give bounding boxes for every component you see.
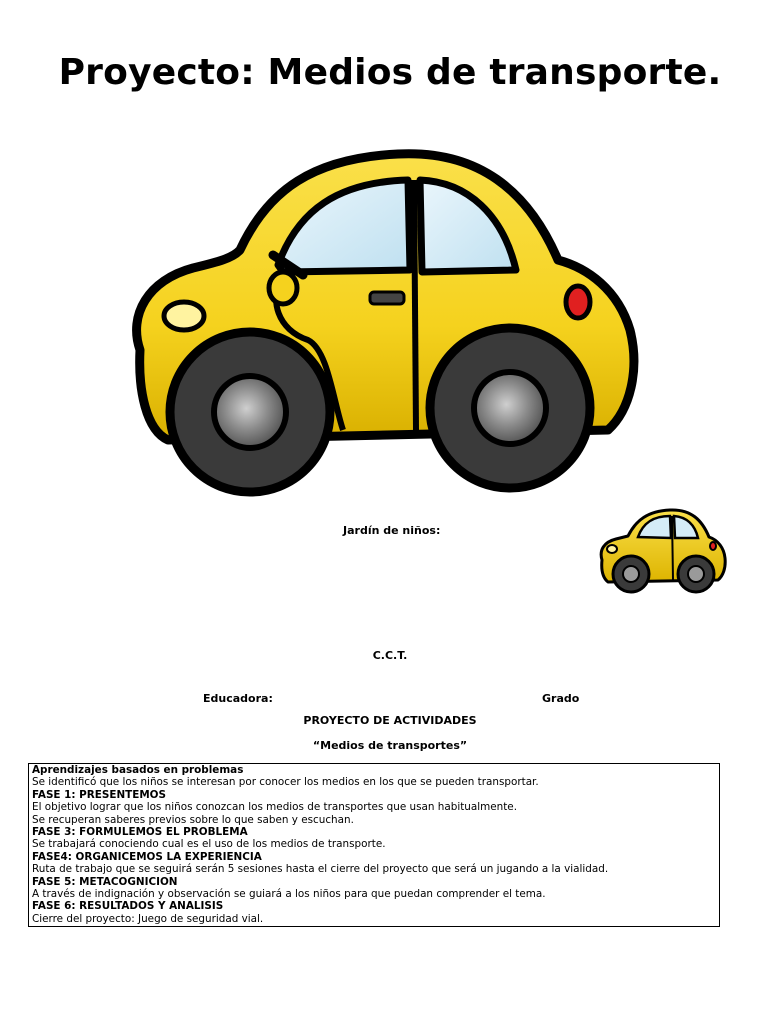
phase-text: El objetivo lograr que los niños conozcan los medios de transportes que usan habitualmente. bbox=[32, 801, 518, 814]
phase-heading: FASE 6: RESULTADOS Y ANALISIS bbox=[32, 900, 224, 913]
phase-text: Ruta de trabajo que se seguirá serán 5 sesiones hasta el cierre del proyecto que será un jugando a la vialidad. bbox=[32, 863, 609, 876]
phase-heading: FASE 1: PRESENTEMOS bbox=[32, 788, 166, 801]
phase-heading: FASE4: ORGANICEMOS LA EXPERIENCIA bbox=[32, 850, 262, 863]
small-yellow-car-icon bbox=[596, 504, 730, 598]
phase-text: Se trabajará conociendo cual es el uso de los medios de transporte. bbox=[32, 838, 386, 851]
jardin-label: Jardín de niños: bbox=[343, 524, 441, 537]
project-heading: PROYECTO DE ACTIVIDADES bbox=[303, 714, 477, 727]
project-subtitle: “Medios de transportes” bbox=[312, 739, 468, 752]
grado-label: Grado bbox=[542, 692, 580, 705]
educadora-label: Educadora: bbox=[203, 692, 273, 705]
phase-heading: Aprendizajes basados en problemas bbox=[32, 764, 244, 776]
phases-box bbox=[28, 763, 720, 927]
phase-heading: FASE 3: FORMULEMOS EL PROBLEMA bbox=[32, 826, 248, 839]
yellow-car-icon bbox=[118, 140, 648, 510]
phase-heading: FASE 5: METACOGNICION bbox=[32, 875, 178, 888]
phase-text: A través de indignación y observación se guiará a los niños para que puedan comprender el tema. bbox=[32, 888, 546, 901]
phase-text: Se recuperan saberes previos sobre lo que saben y escuchan. bbox=[32, 813, 354, 826]
phase-text: Se identificó que los niños se interesan por conocer los medios en los que se pueden transportar. bbox=[32, 776, 539, 789]
page-title: Proyecto: Medios de transporte. bbox=[58, 52, 722, 93]
phase-text: Cierre del proyecto: Juego de seguridad vial. bbox=[32, 912, 264, 925]
cct-label: C.C.T. bbox=[372, 649, 408, 662]
